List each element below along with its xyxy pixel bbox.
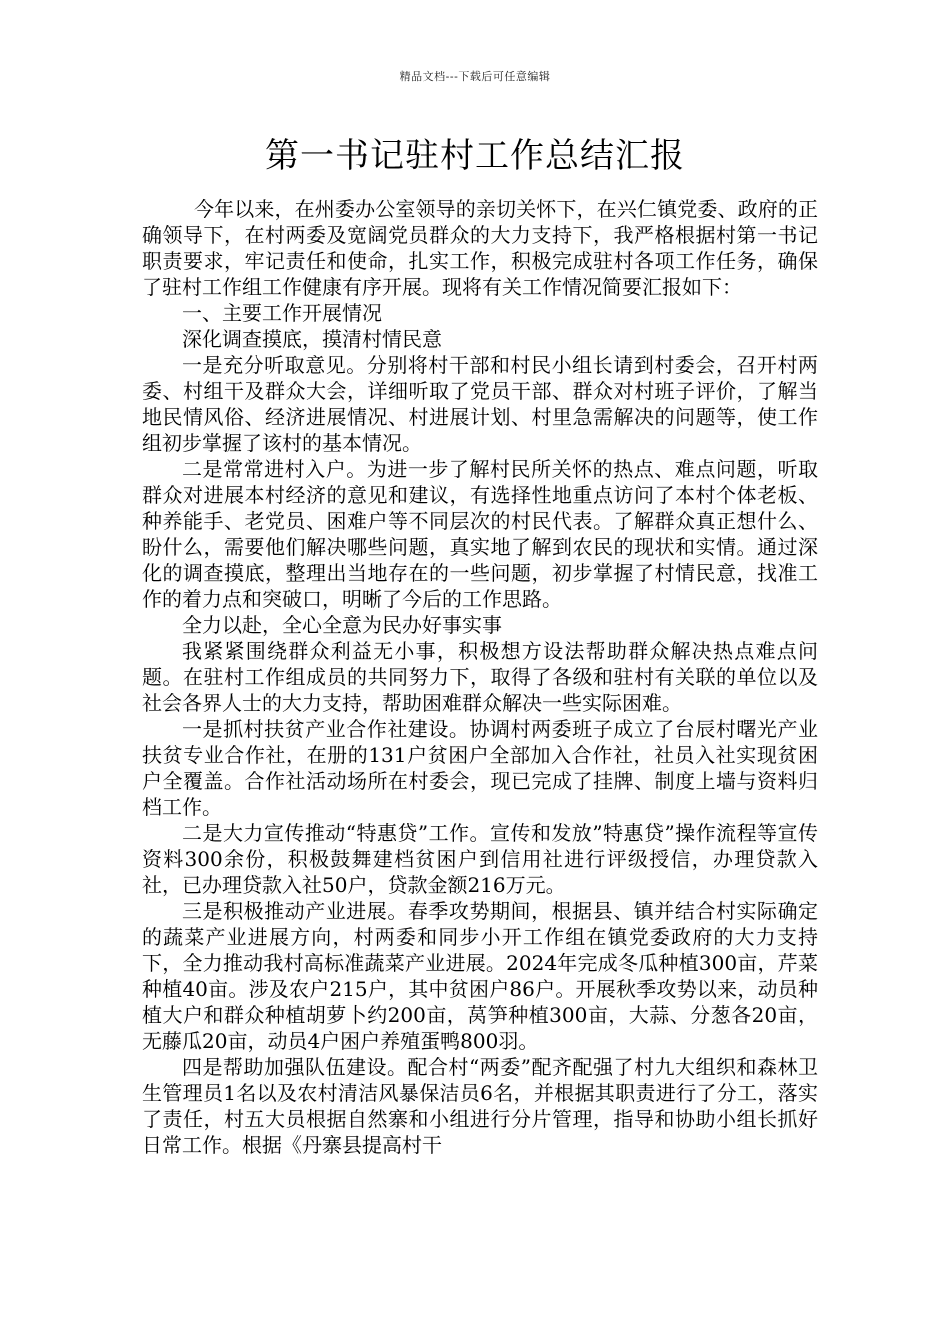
paragraph: 三是积极推动产业进展。春季攻势期间，根据县、镇并结合村实际确定的蔬菜产业进展方向，村两委和同步小开工作组在镇党委政府的大力支持下，全力推动我村高标准蔬菜产业进展。2024年完成冬瓜种植300亩，芹菜种植40亩。涉及农户215户，其中贫困户86户。开展秋季攻势以来，动员种植大户和群众种植胡萝卜约200亩，莴笋种植300亩，大蒜、分葱各20亩，无藤瓜20亩，动员4户困户养殖蛋鸭800羽。 — [142, 899, 818, 1053]
paragraph: 我紧紧围绕群众利益无小事，积极想方设法帮助群众解决热点难点问题。在驻村工作组成员的共同努力下，取得了各级和驻村有关联的单位以及社会各界人士的大力支持，帮助困难群众解决一些实际困难。 — [142, 639, 818, 715]
subsection-heading: 深化调查摸底，摸清村情民意 — [182, 327, 442, 351]
paragraph: 四是帮助加强队伍建设。配合村“两委”配齐配强了村九大组织和森林卫生管理员1名以及农村清洁风暴保洁员6名，并根据其职责进行了分工，落实了责任，村五大员根据自然寨和小组进行分片管理，指导和协助小组长抓好日常工作。根据《丹寨县提高村干 — [142, 1055, 818, 1157]
page-header: 精品文档---下载后可任意编辑 — [399, 70, 551, 83]
paragraph: 二是大力宣传推动“特惠贷”工作。宣传和发放”特惠贷”操作流程等宣传资料300余份，积极鼓舞建档贫困户到信用社进行评级授信，办理贷款入社，已办理贷款入社50户，贷款金额216万元。 — [142, 821, 818, 897]
paragraph: 一是抓村扶贫产业合作社建设。协调村两委班子成立了台辰村曙光产业扶贫专业合作社，在册的131户贫困户全部加入合作社，社员入社实现贫困户全覆盖。合作社活动场所在村委会，现已完成了挂牌、制度上墙与资料归档工作。 — [142, 717, 818, 819]
document-body — [142, 196, 818, 1158]
paragraph-intro: 今年以来，在州委办公室领导的亲切关怀下，在兴仁镇党委、政府的正确领导下，在村两委及宽阔党员群众的大力支持下，我严格根据村第一书记职责要求，牢记责任和使命，扎实工作，积极完成驻村各项工作任务，确保了驻村工作组工作健康有序开展。现将有关工作情况简要汇报如下： — [142, 197, 818, 299]
paragraph: 二是常常进村入户。为进一步了解村民所关怀的热点、难点问题，听取群众对进展本村经济的意见和建议，有选择性地重点访问了本村个体老板、种养能手、老党员、困难户等不同层次的村民代表。了解群众真正想什么、盼什么，需要他们解决哪些问题，真实地了解到农民的现状和实情。通过深化的调查摸底，整理出当地存在的一些问题，初步掌握了村情民意，找准工作的着力点和突破口，明晰了今后的工作思路。 — [142, 457, 818, 611]
paragraph: 一是充分听取意见。分别将村干部和村民小组长请到村委会，召开村两委、村组干及群众大会，详细听取了党员干部、群众对村班子评价，了解当地民情风俗、经济进展情况、村进展计划、村里急需解决的问题等，使工作组初步掌握了该村的基本情况。 — [142, 353, 818, 455]
document-title: 第一书记驻村工作总结汇报 — [265, 136, 685, 176]
section-heading: 一、主要工作开展情况 — [182, 301, 382, 325]
subsection-heading: 全力以赴，全心全意为民办好事实事 — [182, 613, 502, 637]
